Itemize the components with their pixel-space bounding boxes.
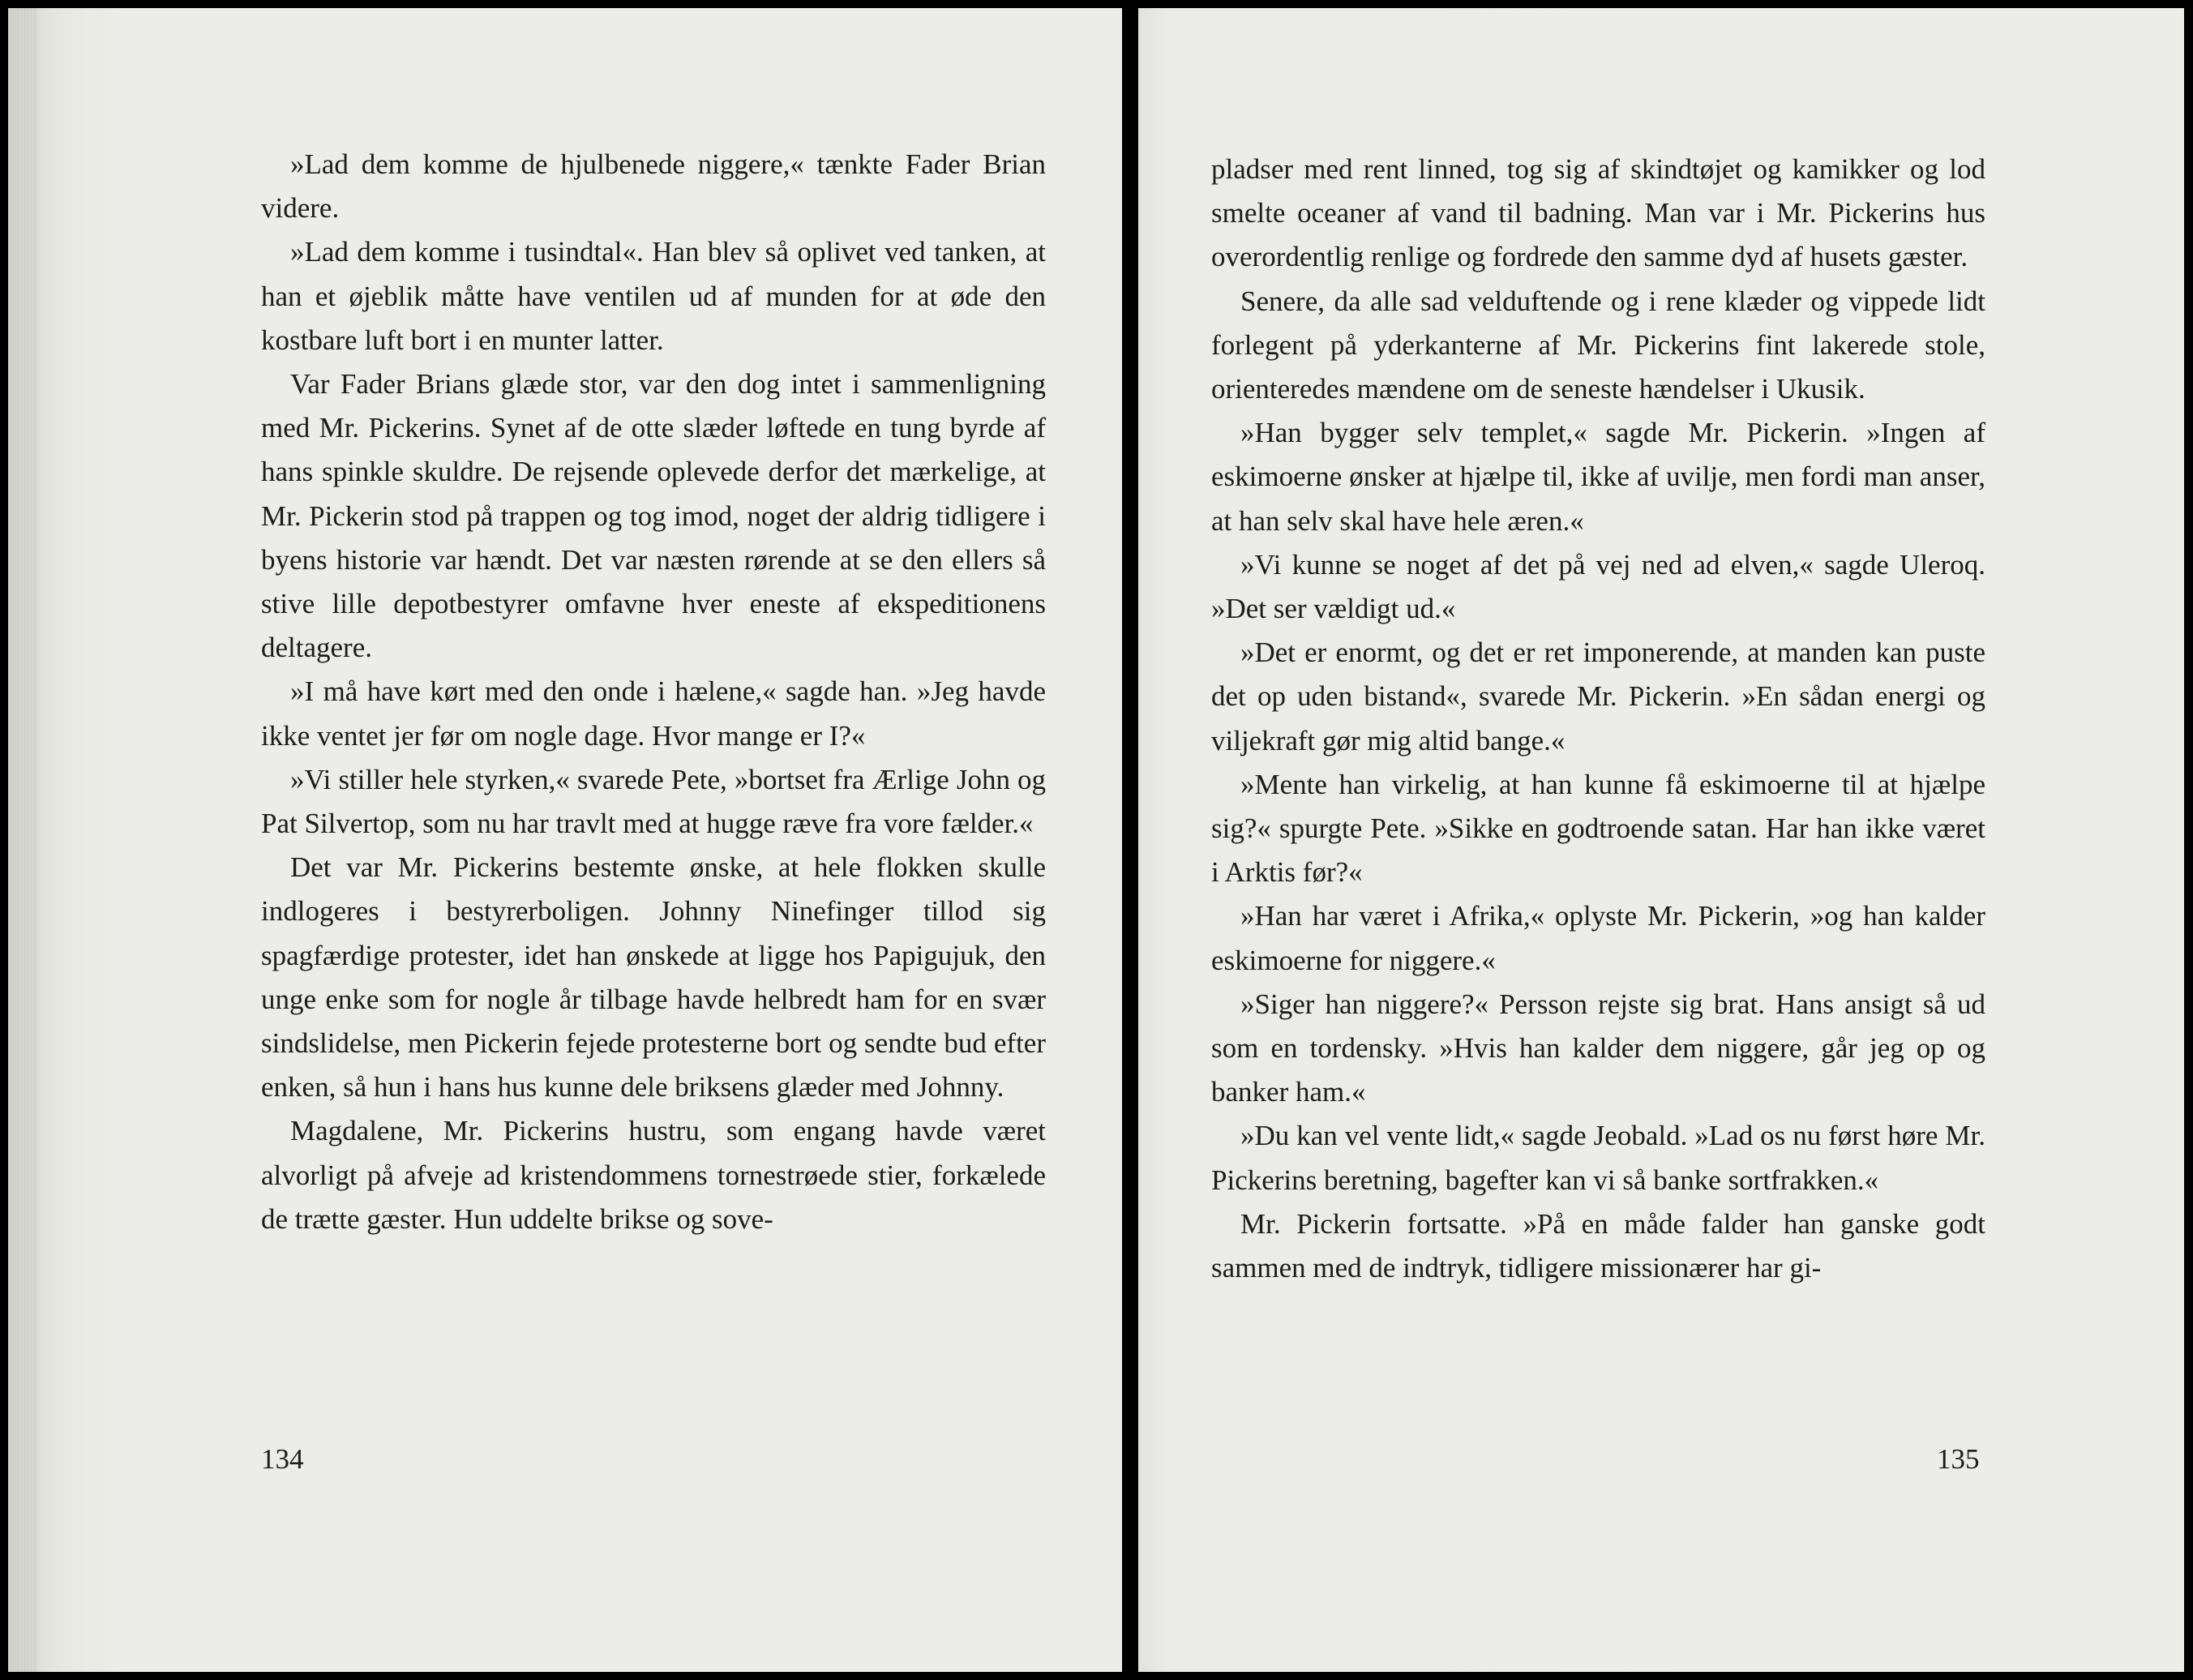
right-paragraph-continuation: pladser med rent linned, tog sig af skindtøjet og kamikker og lod smelte oceaner af vand til badning. Man var i Mr. Pickerins hus overordentlig renlige og fordrede den samme dyd af husets gæster. [1211,153,1985,273]
left-paragraph-7: Magdalene, Mr. Pickerins hustru, som engang havde været alvorligt på afveje ad kristendommens tornestrøede stier, forkælede de trætte gæster. Hun uddelte brikse og sove- [261,1115,1046,1235]
right-paragraph-3: »Vi kunne se noget af det på vej ned ad elven,« sagde Uleroq. »Det ser vældigt ud.« [1211,548,1985,625]
left-paragraph-4: »I må have kørt med den onde i hælene,« sagde han. »Jeg havde ikke ventet jer før om nogle dage. Hvor mange er I?« [261,675,1046,752]
left-paragraph-1: »Lad dem komme de hjulbenede niggere,« tænkte Fader Brian videre. [261,148,1046,225]
left-paragraph-2: »Lad dem komme i tusindtal«. Han blev så oplivet ved tanken, at han et øjeblik måtte have ventilen ud af munden for at øde den kostbare luft bort i en munter latter. [261,236,1046,356]
right-page-number: 135 [1937,1443,1980,1475]
right-paragraph-2: »Han bygger selv templet,« sagde Mr. Pickerin. »Ingen af eskimoerne ønsker at hjælpe til, ikke af uvilje, men fordi man anser, at han selv skal have hele æren.« [1211,417,1985,537]
right-paragraph-7: »Siger han niggere?« Persson rejste sig brat. Hans ansigt så ud som en tordensky. »Hvis han kalder dem niggere, går jeg op og banker ham.« [1211,988,1985,1108]
right-paragraph-6: »Han har været i Afrika,« oplyste Mr. Pickerin, »og han kalder eskimoerne for niggere.« [1211,900,1985,976]
right-paragraph-1: Senere, da alle sad velduftende og i rene klæder og vippede lidt forlegent på yderkanterne af Mr. Pickerins fint lakerede stole, orienteredes mændene om de seneste hændelser i Ukusik. [1211,285,1985,405]
left-paragraph-3: Var Fader Brians glæde stor, var den dog intet i sammenligning med Mr. Pickerins. Synet af de otte slæder løftede en tung byrde af hans spinkle skuldre. De rejsende oplevede derfor det mærkelige, at Mr. Pickerin stod på trappen og tog imod, noget der aldrig tidligere i byens historie var hændt. Det var næsten rørende at se den ellers så stive lille depotbestyrer omfavne hver eneste af ekspeditionens deltagere. [261,368,1046,664]
right-paragraph-5: »Mente han virkelig, at han kunne få eskimoerne til at hjælpe sig?« spurgte Pete. »Sikke en godtroende satan. Har han ikke været i Arktis før?« [1211,768,1985,889]
left-page-text [261,143,1046,1241]
right-page-text [1211,148,1985,1290]
right-paragraph-9: Mr. Pickerin fortsatte. »På en måde falder han ganske godt sammen med de indtryk, tidligere missionærer har gi- [1211,1207,1985,1284]
right-page [1138,8,2184,1672]
left-page-number: 134 [261,1443,304,1475]
left-paragraph-5: »Vi stiller hele styrken,« svarede Pete, »bortset fra Ærlige John og Pat Silvertop, som nu har travlt med at hugge ræve fra vore fælder.« [261,763,1046,840]
left-paragraph-6: Det var Mr. Pickerins bestemte ønske, at hele flokken skulle indlogeres i bestyrerboligen. Johnny Ninefinger tillod sig spagfærdige protester, idet han ønskede at ligge hos Papigujuk, den unge enke som for nogle år tilbage havde helbredt ham for en svær sindslidelse, men Pickerin fejede protesterne bort og sendte bud efter enken, så hun i hans hus kunne dele briksens glæder med Johnny. [261,851,1046,1104]
left-page [8,8,1122,1672]
right-paragraph-4: »Det er enormt, og det er ret imponerende, at manden kan puste det op uden bistand«, svarede Mr. Pickerin. »En sådan energi og viljekraft gør mig altid bange.« [1211,636,1985,756]
left-page-edges [8,8,37,1672]
right-paragraph-8: »Du kan vel vente lidt,« sagde Jeobald. »Lad os nu først høre Mr. Pickerins beretning, bagefter kan vi så banke sortfrakken.« [1211,1120,1985,1196]
